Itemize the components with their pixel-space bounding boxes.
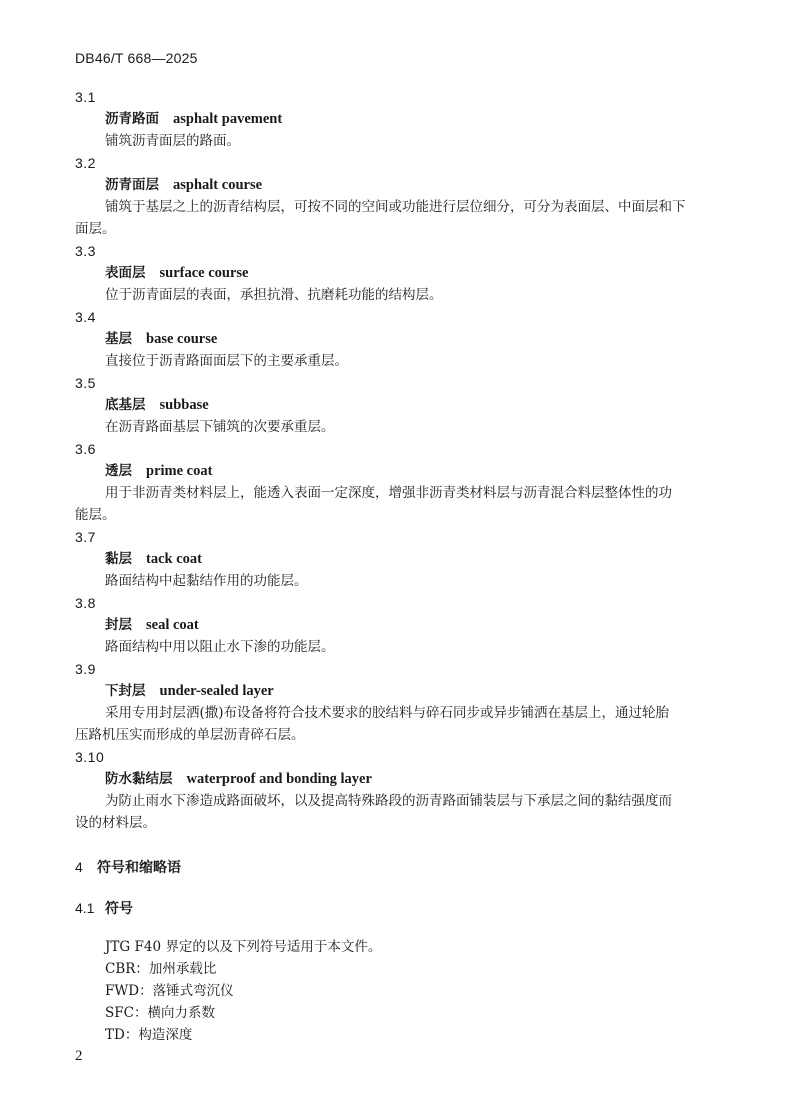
term-definition xyxy=(75,284,745,306)
term-number: 3.1 xyxy=(75,89,96,105)
term-number: 3.3 xyxy=(75,243,96,259)
term-number: 3.9 xyxy=(75,661,96,677)
term-english: waterproof and bonding layer xyxy=(186,771,372,787)
definition-line: 为防止雨水下渗造成路面破坏，以及提高特殊路段的沥青路面铺装层与下承层之间的黏结强度而 xyxy=(105,793,672,809)
symbol-intro: JTG F40 界定的以及下列符号适用于本文件。 xyxy=(105,939,382,955)
term-number: 3.5 xyxy=(75,375,96,391)
definition-line: 面层。 xyxy=(75,221,116,237)
term-definition xyxy=(75,130,745,152)
term-definition xyxy=(75,482,745,526)
term-title xyxy=(75,328,745,350)
term-english: under-sealed layer xyxy=(159,683,274,699)
term-definition xyxy=(75,702,745,746)
term-entry xyxy=(75,592,745,658)
term-title xyxy=(75,174,745,196)
section-heading-4 xyxy=(75,856,745,878)
term-english: asphalt course xyxy=(173,177,263,193)
term-chinese: 底基层 xyxy=(105,397,146,413)
symbol-item: SFC：横向力系数 xyxy=(105,1005,215,1021)
definition-line: 位于沥青面层的表面，承担抗滑、抗磨耗功能的结构层。 xyxy=(105,287,443,303)
term-chinese: 黏层 xyxy=(105,551,132,567)
term-title xyxy=(75,614,745,636)
term-english: tack coat xyxy=(146,551,202,567)
term-title xyxy=(75,108,745,130)
term-definition xyxy=(75,350,745,372)
definition-line: 铺筑于基层之上的沥青结构层，可按不同的空间或功能进行层位细分，可分为表面层、中面层和下 xyxy=(105,199,686,215)
definition-line: 用于非沥青类材料层上，能透入表面一定深度，增强非沥青类材料层与沥青混合料层整体性的功 xyxy=(105,485,672,501)
term-chinese: 下封层 xyxy=(105,683,146,699)
symbol-item: TD：构造深度 xyxy=(105,1027,193,1043)
definition-line: 路面结构中用以阻止水下渗的功能层。 xyxy=(105,639,335,655)
term-title xyxy=(75,262,745,284)
definition-line: 采用专用封层洒(撒)布设备将符合技术要求的胶结料与碎石同步或异步铺洒在基层上，通过轮胎 xyxy=(105,705,670,721)
term-title xyxy=(75,548,745,570)
term-chinese: 表面层 xyxy=(105,265,146,281)
term-english: subbase xyxy=(159,397,209,413)
page-number: 2 xyxy=(75,1048,83,1064)
term-english: base course xyxy=(146,331,218,347)
term-number: 3.4 xyxy=(75,309,96,325)
term-entry xyxy=(75,658,745,746)
term-number: 3.2 xyxy=(75,155,96,171)
section-title: 符号和缩略语 xyxy=(97,859,181,875)
term-title xyxy=(75,394,745,416)
term-definition xyxy=(75,416,745,438)
term-title xyxy=(75,680,745,702)
term-number: 3.6 xyxy=(75,441,96,457)
term-chinese: 封层 xyxy=(105,617,132,633)
section-heading-4-1 xyxy=(75,897,745,919)
term-entry xyxy=(75,306,745,372)
symbols-list xyxy=(75,936,745,1046)
document-code: DB46/T 668—2025 xyxy=(75,50,198,66)
symbol-item: CBR：加州承载比 xyxy=(105,961,217,977)
term-definition xyxy=(75,570,745,592)
term-entry xyxy=(75,372,745,438)
term-chinese: 防水黏结层 xyxy=(105,771,173,787)
term-number: 3.8 xyxy=(75,595,96,611)
term-entry xyxy=(75,152,745,240)
definition-line: 设的材料层。 xyxy=(75,815,156,831)
definition-line: 铺筑沥青面层的路面。 xyxy=(105,133,240,149)
section-number: 4.1 xyxy=(75,900,95,916)
term-entry xyxy=(75,240,745,306)
term-chinese: 基层 xyxy=(105,331,132,347)
term-entry xyxy=(75,438,745,526)
terms-list xyxy=(75,86,745,834)
term-english: seal coat xyxy=(146,617,199,633)
definition-line: 在沥青路面基层下铺筑的次要承重层。 xyxy=(105,419,335,435)
term-number: 3.7 xyxy=(75,529,96,545)
term-english: surface course xyxy=(159,265,249,281)
term-number: 3.10 xyxy=(75,749,105,765)
page-content xyxy=(75,86,745,1046)
definition-line: 能层。 xyxy=(75,507,116,523)
term-entry xyxy=(75,526,745,592)
term-entry xyxy=(75,746,745,834)
symbol-item: FWD：落锤式弯沉仪 xyxy=(105,983,234,999)
definition-line: 路面结构中起黏结作用的功能层。 xyxy=(105,573,308,589)
term-entry xyxy=(75,86,745,152)
section-number: 4 xyxy=(75,859,83,875)
term-definition xyxy=(75,790,745,834)
term-english: asphalt pavement xyxy=(173,111,283,127)
term-title xyxy=(75,768,745,790)
section-title: 符号 xyxy=(105,900,133,916)
term-chinese: 沥青路面 xyxy=(105,111,159,127)
term-definition xyxy=(75,636,745,658)
definition-line: 直接位于沥青路面面层下的主要承重层。 xyxy=(105,353,348,369)
term-chinese: 透层 xyxy=(105,463,132,479)
term-title xyxy=(75,460,745,482)
definition-line: 压路机压实而形成的单层沥青碎石层。 xyxy=(75,727,305,743)
term-english: prime coat xyxy=(146,463,213,479)
term-definition xyxy=(75,196,745,240)
term-chinese: 沥青面层 xyxy=(105,177,159,193)
